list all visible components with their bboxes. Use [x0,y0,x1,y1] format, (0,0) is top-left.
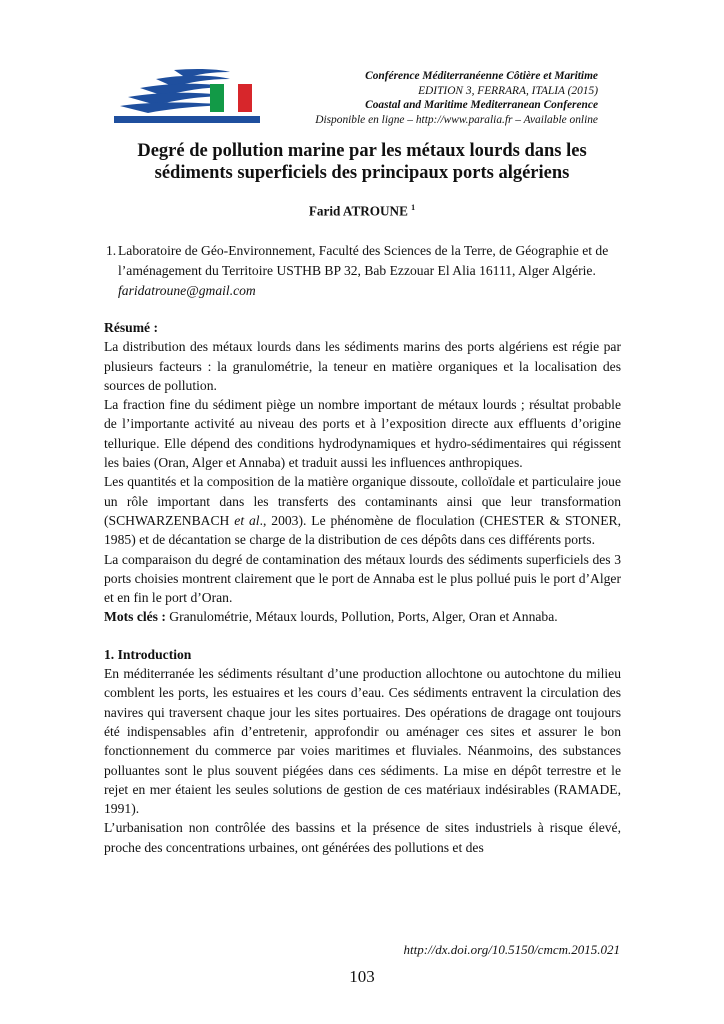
author-affiliation-mark: 1 [411,203,416,212]
introduction-paragraph-1: En méditerranée les sédiments résultant d’une production allochtone ou autochtone du milieu comblent les ports, les estuaires et les cours d’eau. Ces sédiments entravent la circulation des navires qui traversent chaque jour les sites portuaires. Des opérations de dragage ont toujours été indispensables afin d’entretenir, approfondir ou aménager ces sites et assurer le bon fonctionnement du commerce par voies maritimes et fluviales. Néanmoins, des substances polluantes sont le plus souvent piégées dans ces sédiments. La mise en dépôt terrestre et le rejet en mer étaient les seules solutions de gestion de ces matériaux indésirables (RAMADE, 1991). [104,666,621,817]
body-text [104,318,621,857]
title-line-1: Degré de pollution marine par les métaux lourds dans les [137,141,587,161]
keywords-list: Granulométrie, Métaux lourds, Pollution, Ports, Alger, Oran et Annaba. [165,609,558,625]
abstract-p3-part-c: ., 2003). Le phénomène de floculation (CHESTER & STONER, 1985) et de décantation se charge de la distribution de ces dépôts dans ces différents ports. [104,512,621,548]
page-number: 103 [349,967,375,986]
abstract-paragraph-3 [104,472,621,549]
affiliation-email: faridatroune@gmail.com [118,283,256,298]
conference-header [280,69,598,127]
header-conference-en: Coastal and Maritime Mediterranean Conference [365,99,598,112]
doi-link[interactable]: http://dx.doi.org/10.5150/cmcm.2015.021 [403,942,620,957]
abstract-heading: Résumé : [104,320,158,335]
title-line-2: sédiments superficiels des principaux ports algériens [154,163,570,183]
italian-flag-icon [210,84,252,112]
affiliation-text: Laboratoire de Géo-Environnement, Faculté des Sciences de la Terre, de Géographie et de l’aménagement du Territoire USTHB BP 32, Bab Ezzouar El Alia 16111, Alger Algérie. [118,243,609,278]
introduction-heading: 1. Introduction [104,646,192,662]
abstract-p3-part-a: Les quantités et la composition de la matière organique dissoute, colloïdale et particulaire joue un rôle important dans les transferts des contaminants ainsi que leur transformation (SCHWARZENBACH [104,474,621,528]
keywords [104,607,621,626]
affiliation [106,241,622,301]
abstract-paragraph-4: La comparaison du degré de contamination des métaux lourds des sédiments superficiels des 3 ports choisies montrent clairement que le port de Annaba est le plus pollué puis le port d’Alger et en fin le port d’Oran. [104,551,621,606]
paper-title [90,140,634,184]
keywords-label: Mots clés : [104,609,166,625]
author [0,203,724,219]
introduction-paragraph-2: L’urbanisation non contrôlée des bassins et la présence de sites industriels à risque élevé, proche des concentrations urbaines, ont générées des pollutions et des [104,820,621,855]
abstract-paragraph-2: La fraction fine du sédiment piège un nombre important de métaux lourds ; résultat probable de l’importante activité au niveau des ports et à l’exposition directe aux effluents d’origine tellurique. Elle dépend des conditions hydrodynamiques et hydro-sédimentaires qui régissent les baies (Oran, Alger et Annaba) et traduit aussi les influences anthropiques. [104,397,621,471]
abstract-paragraph-1: La distribution des métaux lourds dans les sédiments marins des ports algériens est régie par plusieurs facteurs : la granulométrie, la teneur en matière organiques et la localisation des sources de pollution. [104,339,621,393]
conference-logo [112,66,262,126]
header-conference-fr: Conférence Méditerranéenne Côtière et Maritime [365,70,598,82]
abstract-p3-etal: et al [234,512,260,528]
author-name: Farid ATROUNE [308,203,408,219]
header-edition: EDITION 3, FERRARA, ITALIA (2015) [418,84,598,97]
header-availability: Disponible en ligne – http://www.paralia.fr – Available online [315,113,598,126]
affiliation-number: 1. [106,243,117,258]
